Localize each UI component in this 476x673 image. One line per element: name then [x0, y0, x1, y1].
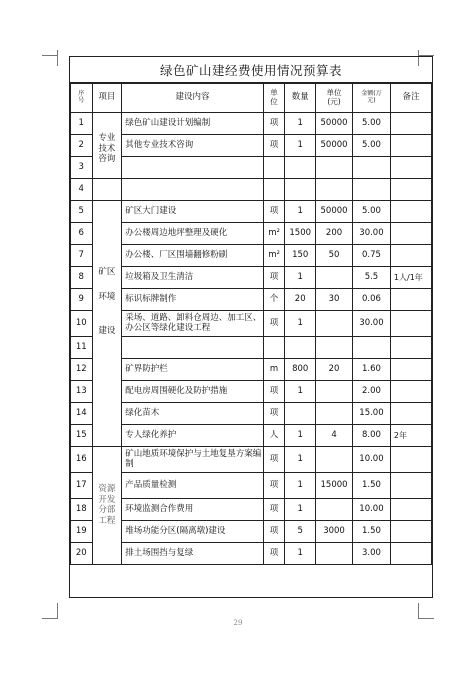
- row-price: [316, 311, 353, 337]
- row-note: 2年: [390, 425, 431, 447]
- table-row: [71, 223, 432, 245]
- header-project: 项目: [92, 84, 122, 113]
- row-number: 9: [71, 289, 93, 311]
- header-unit: 单 位: [263, 84, 285, 113]
- budget-table: [69, 56, 433, 598]
- table-row: [71, 135, 432, 157]
- row-unit: [263, 337, 285, 359]
- row-amount: 15.00: [352, 403, 390, 425]
- row-price: [316, 403, 353, 425]
- row-unit: 人: [263, 425, 285, 447]
- row-amount: 2.00: [352, 381, 390, 403]
- header-amount: 金额(万 元): [352, 84, 390, 113]
- row-unit: 项: [263, 543, 285, 565]
- table-row: [71, 521, 432, 543]
- row-price: [316, 157, 353, 179]
- row-content: 矿界防护栏: [122, 359, 264, 381]
- row-qty: 800: [285, 359, 316, 381]
- row-note: [390, 543, 431, 565]
- row-qty: 150: [285, 245, 316, 267]
- row-amount: 0.06: [352, 289, 390, 311]
- header-note: 备注: [390, 84, 431, 113]
- row-unit: 项: [263, 113, 285, 135]
- row-content: 环境监测合作费用: [122, 499, 264, 521]
- row-number: 7: [71, 245, 93, 267]
- row-content: 办公楼、厂区围墙翻修粉刷: [122, 245, 264, 267]
- row-amount: 30.00: [352, 223, 390, 245]
- row-note: [390, 289, 431, 311]
- row-unit: 项: [263, 447, 285, 473]
- header-row: [71, 84, 432, 113]
- row-content: [122, 157, 264, 179]
- row-number: 17: [71, 473, 93, 499]
- row-qty: 1: [285, 543, 316, 565]
- row-unit: m: [263, 359, 285, 381]
- row-qty: 1: [285, 473, 316, 499]
- page-number: 29: [233, 619, 243, 627]
- row-amount: 0.75: [352, 245, 390, 267]
- row-qty: [285, 157, 316, 179]
- row-amount: 5.5: [352, 267, 390, 289]
- row-note: [390, 473, 431, 499]
- row-content: 配电房周围硬化及防护措施: [122, 381, 264, 403]
- table-row: [71, 543, 432, 565]
- row-number: 18: [71, 499, 93, 521]
- row-qty: [285, 403, 316, 425]
- row-note: [390, 311, 431, 337]
- row-price: [316, 447, 353, 473]
- row-price: 50000: [316, 135, 353, 157]
- row-price: 3000: [316, 521, 353, 543]
- row-price: 50000: [316, 201, 353, 223]
- row-unit: [263, 179, 285, 201]
- row-price: 30: [316, 289, 353, 311]
- row-content: 办公楼周边地坪整理及硬化: [122, 223, 264, 245]
- row-number: 8: [71, 267, 93, 289]
- row-amount: [352, 179, 390, 201]
- row-qty: 1: [285, 113, 316, 135]
- row-note: [390, 521, 431, 543]
- row-qty: 1: [285, 311, 316, 337]
- row-unit: 项: [263, 403, 285, 425]
- row-price: 15000: [316, 473, 353, 499]
- row-price: [316, 337, 353, 359]
- row-note: 1人/1年: [390, 267, 431, 289]
- row-number: 20: [71, 543, 93, 565]
- row-qty: 5: [285, 521, 316, 543]
- table-row: [71, 157, 432, 179]
- header-content: 建设内容: [122, 84, 264, 113]
- table-row: [71, 447, 432, 473]
- row-content: [122, 337, 264, 359]
- header-seq: 序 号: [71, 84, 93, 113]
- crop-mark: [57, 603, 58, 619]
- row-content: 矿区大门建设: [122, 201, 264, 223]
- row-content: 垃圾箱及卫生清洁: [122, 267, 264, 289]
- row-qty: 1: [285, 425, 316, 447]
- row-content: 矿山地质环境保护与土地复垦方案编制: [122, 447, 264, 473]
- row-unit: 个: [263, 289, 285, 311]
- row-amount: 5.00: [352, 201, 390, 223]
- row-amount: 5.00: [352, 135, 390, 157]
- row-note: [390, 359, 431, 381]
- row-amount: 1.50: [352, 521, 390, 543]
- table-row: [71, 337, 432, 359]
- row-amount: 1.60: [352, 359, 390, 381]
- table-row: [71, 179, 432, 201]
- crop-mark: [42, 55, 58, 56]
- row-unit: 项: [263, 381, 285, 403]
- row-content: 采场、道路、卸料仓周边、加工区、办公区等绿化建设工程: [122, 311, 264, 337]
- row-qty: 1: [285, 201, 316, 223]
- project-environment: 矿区 环境 建设: [92, 201, 122, 447]
- table-row: [71, 289, 432, 311]
- row-unit: m²: [263, 245, 285, 267]
- crop-mark: [418, 603, 419, 619]
- row-unit: [263, 157, 285, 179]
- row-qty: 1500: [285, 223, 316, 245]
- table-row: [71, 499, 432, 521]
- row-price: 50: [316, 245, 353, 267]
- row-amount: 3.00: [352, 543, 390, 565]
- table-row: [71, 381, 432, 403]
- row-note: [390, 499, 431, 521]
- row-qty: 1: [285, 381, 316, 403]
- table-row: [71, 311, 432, 337]
- row-price: 20: [316, 359, 353, 381]
- row-qty: 1: [285, 447, 316, 473]
- row-content: 绿色矿山建设计划编制: [122, 113, 264, 135]
- row-note: [390, 381, 431, 403]
- table-row: [71, 473, 432, 499]
- project-development: 资源 开发 分部 工程: [92, 447, 122, 565]
- row-qty: [285, 337, 316, 359]
- budget-grid: [70, 83, 432, 565]
- crop-mark: [57, 50, 58, 66]
- project-empty: [92, 179, 122, 201]
- row-amount: 8.00: [352, 425, 390, 447]
- row-unit: m²: [263, 223, 285, 245]
- header-price: 单位 (元): [316, 84, 353, 113]
- row-qty: 1: [285, 499, 316, 521]
- row-note: [390, 223, 431, 245]
- table-row: [71, 113, 432, 135]
- row-number: 3: [71, 157, 93, 179]
- row-amount: 10.00: [352, 447, 390, 473]
- row-price: [316, 381, 353, 403]
- row-note: [390, 135, 431, 157]
- row-number: 13: [71, 381, 93, 403]
- row-number: 19: [71, 521, 93, 543]
- row-content: 标识标牌制作: [122, 289, 264, 311]
- row-qty: 1: [285, 267, 316, 289]
- table-row: [71, 267, 432, 289]
- row-number: 12: [71, 359, 93, 381]
- row-number: 15: [71, 425, 93, 447]
- row-amount: 5.00: [352, 113, 390, 135]
- row-unit: 项: [263, 201, 285, 223]
- row-price: 4: [316, 425, 353, 447]
- table-title: 绿色矿山建经费使用情况预算表: [70, 57, 432, 83]
- row-note: [390, 403, 431, 425]
- row-note: [390, 337, 431, 359]
- row-price: 200: [316, 223, 353, 245]
- row-note: [390, 157, 431, 179]
- table-row: [71, 201, 432, 223]
- table-row: [71, 359, 432, 381]
- row-unit: 项: [263, 135, 285, 157]
- row-content: 堆场功能分区(隔离墩)建设: [122, 521, 264, 543]
- row-price: 50000: [316, 113, 353, 135]
- row-price: [316, 499, 353, 521]
- table-row: [71, 245, 432, 267]
- row-content: 专人绿化养护: [122, 425, 264, 447]
- project-consulting: 专业 技术 咨询: [92, 113, 122, 179]
- row-content: 其他专业技术咨询: [122, 135, 264, 157]
- row-note: [390, 447, 431, 473]
- row-content: [122, 179, 264, 201]
- row-number: 2: [71, 135, 93, 157]
- row-unit: 项: [263, 499, 285, 521]
- table-row: [71, 403, 432, 425]
- row-unit: 项: [263, 267, 285, 289]
- table-row: [71, 425, 432, 447]
- row-qty: 1: [285, 135, 316, 157]
- row-amount: 10.00: [352, 499, 390, 521]
- row-number: 16: [71, 447, 93, 473]
- row-unit: 项: [263, 311, 285, 337]
- row-amount: [352, 337, 390, 359]
- row-number: 5: [71, 201, 93, 223]
- row-note: [390, 179, 431, 201]
- row-qty: [285, 179, 316, 201]
- row-price: [316, 179, 353, 201]
- row-number: 11: [71, 337, 93, 359]
- row-amount: [352, 157, 390, 179]
- row-note: [390, 245, 431, 267]
- row-unit: 项: [263, 521, 285, 543]
- row-content: 产品质量检测: [122, 473, 264, 499]
- row-qty: 20: [285, 289, 316, 311]
- row-note: [390, 113, 431, 135]
- header-qty: 数量: [285, 84, 316, 113]
- row-amount: 1.50: [352, 473, 390, 499]
- row-number: 6: [71, 223, 93, 245]
- row-unit: 项: [263, 473, 285, 499]
- row-content: 绿化苗木: [122, 403, 264, 425]
- row-number: 14: [71, 403, 93, 425]
- row-content: 排土场围挡与复绿: [122, 543, 264, 565]
- row-number: 1: [71, 113, 93, 135]
- row-amount: 30.00: [352, 311, 390, 337]
- row-note: [390, 201, 431, 223]
- row-price: [316, 267, 353, 289]
- row-number: 4: [71, 179, 93, 201]
- row-price: [316, 543, 353, 565]
- row-number: 10: [71, 311, 93, 337]
